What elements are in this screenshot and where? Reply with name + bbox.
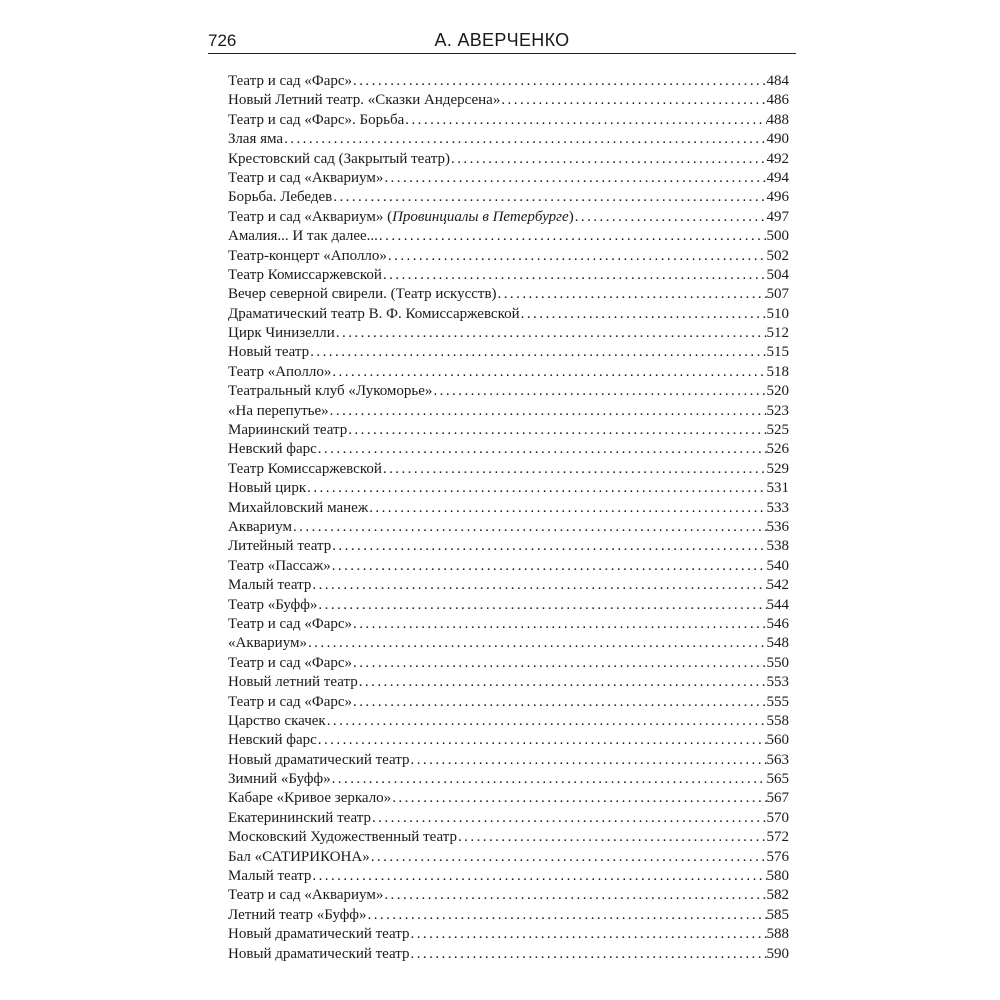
toc-entry-page-number: 572 xyxy=(766,829,789,846)
toc-entry-page-number: 520 xyxy=(766,383,789,400)
toc-entry xyxy=(228,499,789,518)
table-of-contents xyxy=(228,72,789,964)
toc-entry xyxy=(228,654,789,673)
toc-entry-page-number: 533 xyxy=(766,499,789,516)
toc-entry-page-number: 526 xyxy=(766,441,789,458)
toc-entry-title: Новый летний театр xyxy=(228,674,358,691)
toc-entry-title: Новый драматический театр xyxy=(228,751,410,768)
toc-entry xyxy=(228,731,789,750)
toc-entry-page-number: 555 xyxy=(766,693,789,710)
dot-leader xyxy=(307,634,767,653)
toc-entry-title: Театр и сад «Аквариум» (Провинциалы в Петербурге) xyxy=(228,208,574,225)
dot-leader xyxy=(331,537,766,556)
toc-entry xyxy=(228,518,789,537)
toc-entry xyxy=(228,247,789,266)
toc-entry-title: Драматический театр В. Ф. Комиссаржевской xyxy=(228,305,520,322)
dot-leader xyxy=(352,654,766,673)
dot-leader xyxy=(292,518,767,537)
toc-entry xyxy=(228,673,789,692)
toc-entry-title: Театр-концерт «Аполло» xyxy=(228,247,387,264)
toc-entry-page-number: 548 xyxy=(766,635,789,652)
toc-entry xyxy=(228,615,789,634)
toc-entry xyxy=(228,169,789,188)
toc-entry xyxy=(228,828,789,847)
toc-entry-title: Театр и сад «Фарс» xyxy=(228,693,353,710)
toc-entry xyxy=(228,925,789,944)
toc-entry xyxy=(228,227,789,246)
toc-entry xyxy=(228,305,789,324)
toc-entry xyxy=(228,324,789,343)
dot-leader xyxy=(311,867,766,886)
toc-entry-title: Вечер северной свирели. (Театр искусств) xyxy=(228,286,497,303)
dot-leader xyxy=(370,848,767,867)
dot-leader xyxy=(432,382,766,401)
dot-leader xyxy=(404,111,766,130)
toc-entry xyxy=(228,886,789,905)
dot-leader xyxy=(317,596,766,615)
toc-entry-page-number: 484 xyxy=(766,73,789,89)
dot-leader xyxy=(497,285,767,304)
toc-entry-title: «На перепутье» xyxy=(228,402,329,419)
dot-leader xyxy=(574,208,767,227)
dot-leader xyxy=(329,402,767,421)
dot-leader xyxy=(410,751,767,770)
toc-entry xyxy=(228,867,789,886)
toc-entry-page-number: 500 xyxy=(766,228,789,245)
toc-entry xyxy=(228,576,789,595)
dot-leader xyxy=(331,770,767,789)
toc-entry-page-number: 497 xyxy=(766,208,789,225)
dot-leader xyxy=(378,227,767,246)
toc-entry xyxy=(228,266,789,285)
toc-entry-title: Михайловский манеж xyxy=(228,499,369,516)
toc-entry-page-number: 590 xyxy=(766,945,789,962)
toc-entry-page-number: 546 xyxy=(766,615,789,632)
toc-entry xyxy=(228,906,789,925)
toc-entry-title: Театр «Буфф» xyxy=(228,596,318,613)
toc-entry-title: Аквариум xyxy=(228,518,292,535)
dot-leader xyxy=(352,72,766,91)
toc-entry-page-number: 540 xyxy=(766,557,789,574)
toc-entry-title: Театр и сад «Фарс». Борьба xyxy=(228,111,405,128)
dot-leader xyxy=(450,150,766,169)
toc-entry-page-number: 550 xyxy=(766,654,789,671)
toc-entry-title: Театр и сад «Фарс» xyxy=(228,73,353,89)
toc-entry xyxy=(228,945,789,964)
dot-leader xyxy=(352,693,766,712)
toc-entry-page-number: 563 xyxy=(766,751,789,768)
toc-entry-page-number: 567 xyxy=(766,790,789,807)
dot-leader xyxy=(283,130,766,149)
dot-leader xyxy=(311,576,766,595)
toc-entry xyxy=(228,440,789,459)
toc-entry xyxy=(228,72,789,91)
toc-entry-page-number: 502 xyxy=(766,247,789,264)
toc-entry xyxy=(228,130,789,149)
toc-entry xyxy=(228,479,789,498)
dot-leader xyxy=(331,557,767,576)
toc-entry-title: Крестовский сад (Закрытый театр) xyxy=(228,150,451,167)
page-header xyxy=(208,27,796,53)
dot-leader xyxy=(410,925,767,944)
toc-entry-page-number: 488 xyxy=(766,111,789,128)
dot-leader xyxy=(367,906,767,925)
toc-entry xyxy=(228,809,789,828)
toc-entry-page-number: 492 xyxy=(766,150,789,167)
toc-entry xyxy=(228,188,789,207)
dot-leader xyxy=(383,169,766,188)
toc-entry-title: Амалия... И так далее... xyxy=(228,228,378,245)
toc-entry-title: Новый Летний театр. «Сказки Андерсена» xyxy=(228,92,501,109)
toc-entry-page-number: 542 xyxy=(766,577,789,594)
toc-entry-title: Злая яма xyxy=(228,131,284,148)
toc-entry-title: Театр Комиссаржевской xyxy=(228,266,382,283)
dot-leader xyxy=(306,479,766,498)
toc-entry-page-number: 553 xyxy=(766,674,789,691)
toc-entry-title: Летний театр «Буфф» xyxy=(228,906,367,923)
toc-entry-title: Зимний «Буфф» xyxy=(228,771,331,788)
toc-entry-title: Новый драматический театр xyxy=(228,926,410,943)
dot-leader xyxy=(317,440,767,459)
toc-entry-title: «Аквариум» xyxy=(228,635,307,652)
toc-entry-page-number: 560 xyxy=(766,732,789,749)
dot-leader xyxy=(387,247,767,266)
toc-entry-page-number: 510 xyxy=(766,305,789,322)
toc-entry-title: Театр «Пассаж» xyxy=(228,557,331,574)
toc-entry-title: Новый цирк xyxy=(228,480,307,497)
toc-entry-page-number: 490 xyxy=(766,131,789,148)
toc-entry-title: Царство скачек xyxy=(228,712,326,729)
toc-entry-page-number: 558 xyxy=(766,712,789,729)
toc-entry xyxy=(228,460,789,479)
dot-leader xyxy=(410,945,767,964)
toc-entry-page-number: 523 xyxy=(766,402,789,419)
toc-entry-page-number: 544 xyxy=(766,596,789,613)
dot-leader xyxy=(358,673,767,692)
toc-entry xyxy=(228,150,789,169)
toc-entry-page-number: 494 xyxy=(766,169,789,186)
dot-leader xyxy=(383,886,766,905)
toc-entry xyxy=(228,111,789,130)
dot-leader xyxy=(500,91,766,110)
toc-entry-title: Невский фарс xyxy=(228,732,317,749)
toc-entry-title: Бал «САТИРИКОНА» xyxy=(228,848,370,865)
toc-entry-page-number: 512 xyxy=(766,325,789,342)
toc-entry-title: Малый театр xyxy=(228,577,312,594)
toc-entry-title: Литейный театр xyxy=(228,538,332,555)
toc-entry xyxy=(228,402,789,421)
toc-entry-page-number: 588 xyxy=(766,926,789,943)
toc-entry-title: Екатерининский театр xyxy=(228,809,371,826)
toc-entry-title: Невский фарс xyxy=(228,441,317,458)
toc-entry xyxy=(228,421,789,440)
dot-leader xyxy=(368,499,766,518)
toc-entry xyxy=(228,537,789,556)
toc-entry-page-number: 486 xyxy=(766,92,789,109)
toc-entry-page-number: 529 xyxy=(766,460,789,477)
toc-entry-page-number: 570 xyxy=(766,809,789,826)
toc-entry-title: Кабаре «Кривое зеркало» xyxy=(228,790,392,807)
toc-entry xyxy=(228,208,789,227)
toc-entry-italic-subtitle: Провинциалы в Петербурге xyxy=(392,208,569,225)
toc-entry-title: Театр и сад «Аквариум» xyxy=(228,169,384,186)
toc-entry-page-number: 585 xyxy=(766,906,789,923)
dot-leader xyxy=(382,266,767,285)
toc-entry xyxy=(228,285,789,304)
toc-entry-page-number: 515 xyxy=(766,344,789,361)
toc-entry-page-number: 582 xyxy=(766,887,789,904)
dot-leader xyxy=(317,731,767,750)
dot-leader xyxy=(457,828,767,847)
dot-leader xyxy=(391,789,766,808)
toc-entry-title: Театр и сад «Фарс» xyxy=(228,615,353,632)
toc-entry-page-number: 536 xyxy=(766,518,789,535)
toc-entry-page-number: 531 xyxy=(766,480,789,497)
toc-entry-title: Театр Комиссаржевской xyxy=(228,460,382,477)
toc-entry xyxy=(228,751,789,770)
dot-leader xyxy=(520,305,767,324)
toc-entry-page-number: 538 xyxy=(766,538,789,555)
toc-entry xyxy=(228,693,789,712)
toc-entry xyxy=(228,343,789,362)
dot-leader xyxy=(352,615,766,634)
toc-entry-page-number: 576 xyxy=(766,848,789,865)
toc-entry-page-number: 565 xyxy=(766,771,789,788)
toc-entry-title: Новый драматический театр xyxy=(228,945,410,962)
page-number: 726 xyxy=(208,31,237,50)
toc-entry xyxy=(228,848,789,867)
toc-entry-page-number: 507 xyxy=(766,286,789,303)
toc-entry xyxy=(228,596,789,615)
toc-entry-title: Театр и сад «Аквариум» xyxy=(228,887,384,904)
toc-entry xyxy=(228,363,789,382)
toc-entry-page-number: 504 xyxy=(766,266,789,283)
toc-entry-page-number: 496 xyxy=(766,189,789,206)
dot-leader xyxy=(331,363,766,382)
header-rule xyxy=(208,53,796,54)
dot-leader xyxy=(347,421,766,440)
toc-entry-title: Театр и сад «Фарс» xyxy=(228,654,353,671)
toc-entry-title: Новый театр xyxy=(228,344,310,361)
toc-entry-title: Московский Художественный театр xyxy=(228,829,457,846)
dot-leader xyxy=(371,809,767,828)
toc-entry-page-number: 518 xyxy=(766,363,789,380)
toc-entry-title: Малый театр xyxy=(228,868,312,885)
toc-entry-title: Мариинский театр xyxy=(228,422,348,439)
toc-entry-title: Театр «Аполло» xyxy=(228,363,332,380)
dot-leader xyxy=(309,343,766,362)
toc-entry xyxy=(228,91,789,110)
toc-entry-page-number: 525 xyxy=(766,422,789,439)
toc-entry xyxy=(228,382,789,401)
dot-leader xyxy=(382,460,767,479)
running-title: А. АВЕРЧЕНКО xyxy=(434,30,570,50)
toc-entry-title: Театральный клуб «Лукоморье» xyxy=(228,383,433,400)
toc-entry xyxy=(228,789,789,808)
toc-entry xyxy=(228,770,789,789)
toc-entry xyxy=(228,634,789,653)
toc-entry xyxy=(228,557,789,576)
toc-entry-title: Борьба. Лебедев xyxy=(228,189,333,206)
toc-entry-page-number: 580 xyxy=(766,868,789,885)
dot-leader xyxy=(326,712,767,731)
dot-leader xyxy=(335,324,767,343)
dot-leader xyxy=(332,188,766,207)
toc-entry-title: Цирк Чинизелли xyxy=(228,325,335,342)
toc-entry xyxy=(228,712,789,731)
